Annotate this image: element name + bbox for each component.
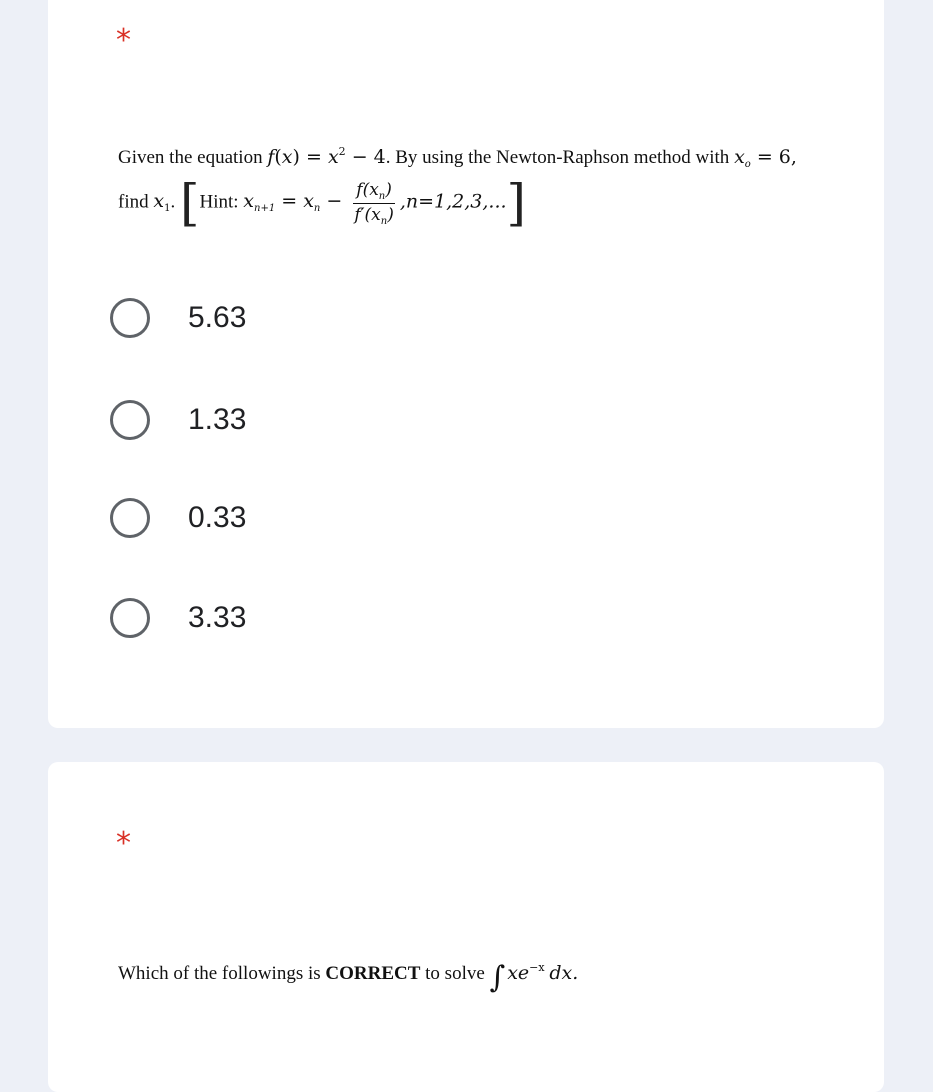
hint-label: Hint: <box>199 191 239 213</box>
question-card-1 <box>48 0 884 728</box>
question-text: Which of the followings is CORRECT to solve ∫ $xe^{-x}$ dx. <box>118 960 579 995</box>
option-label: 1.33 <box>188 403 247 436</box>
newton-formula: $x_{n+1} = x_n$ − <box>243 190 349 215</box>
question-text-line-1: Given the equation $f(x) = x^2 - 4$. By using the Newton-Raphson method with $x_o = 6$, <box>118 145 797 170</box>
radio-button[interactable] <box>110 598 150 638</box>
option-label: 0.33 <box>188 501 247 534</box>
initial-value: $x_o = 6$, <box>734 146 797 170</box>
radio-button[interactable] <box>110 400 150 440</box>
question-card-2 <box>48 762 884 1092</box>
option-4[interactable] <box>108 588 246 648</box>
option-3[interactable] <box>108 488 246 548</box>
required-asterisk: * <box>116 23 131 58</box>
option-label: 3.33 <box>188 601 247 634</box>
option-2[interactable] <box>108 390 246 450</box>
radio-button[interactable] <box>110 298 150 338</box>
equation: $f(x) = x^2 - 4$ <box>267 145 386 168</box>
option-1[interactable] <box>108 288 246 348</box>
radio-button[interactable] <box>110 498 150 538</box>
required-asterisk: * <box>116 826 131 861</box>
integrand: $xe^{-x}$ <box>507 961 545 984</box>
option-label: 5.63 <box>188 301 247 334</box>
question-text-line-2: find $x_1$. [Hint: $x_{n+1} = x_n$ − $\frac{f(x_n)}{f'(x_n)}$ ,n=1,2,3,...] <box>118 174 527 232</box>
integral-sign: ∫ <box>489 960 506 995</box>
